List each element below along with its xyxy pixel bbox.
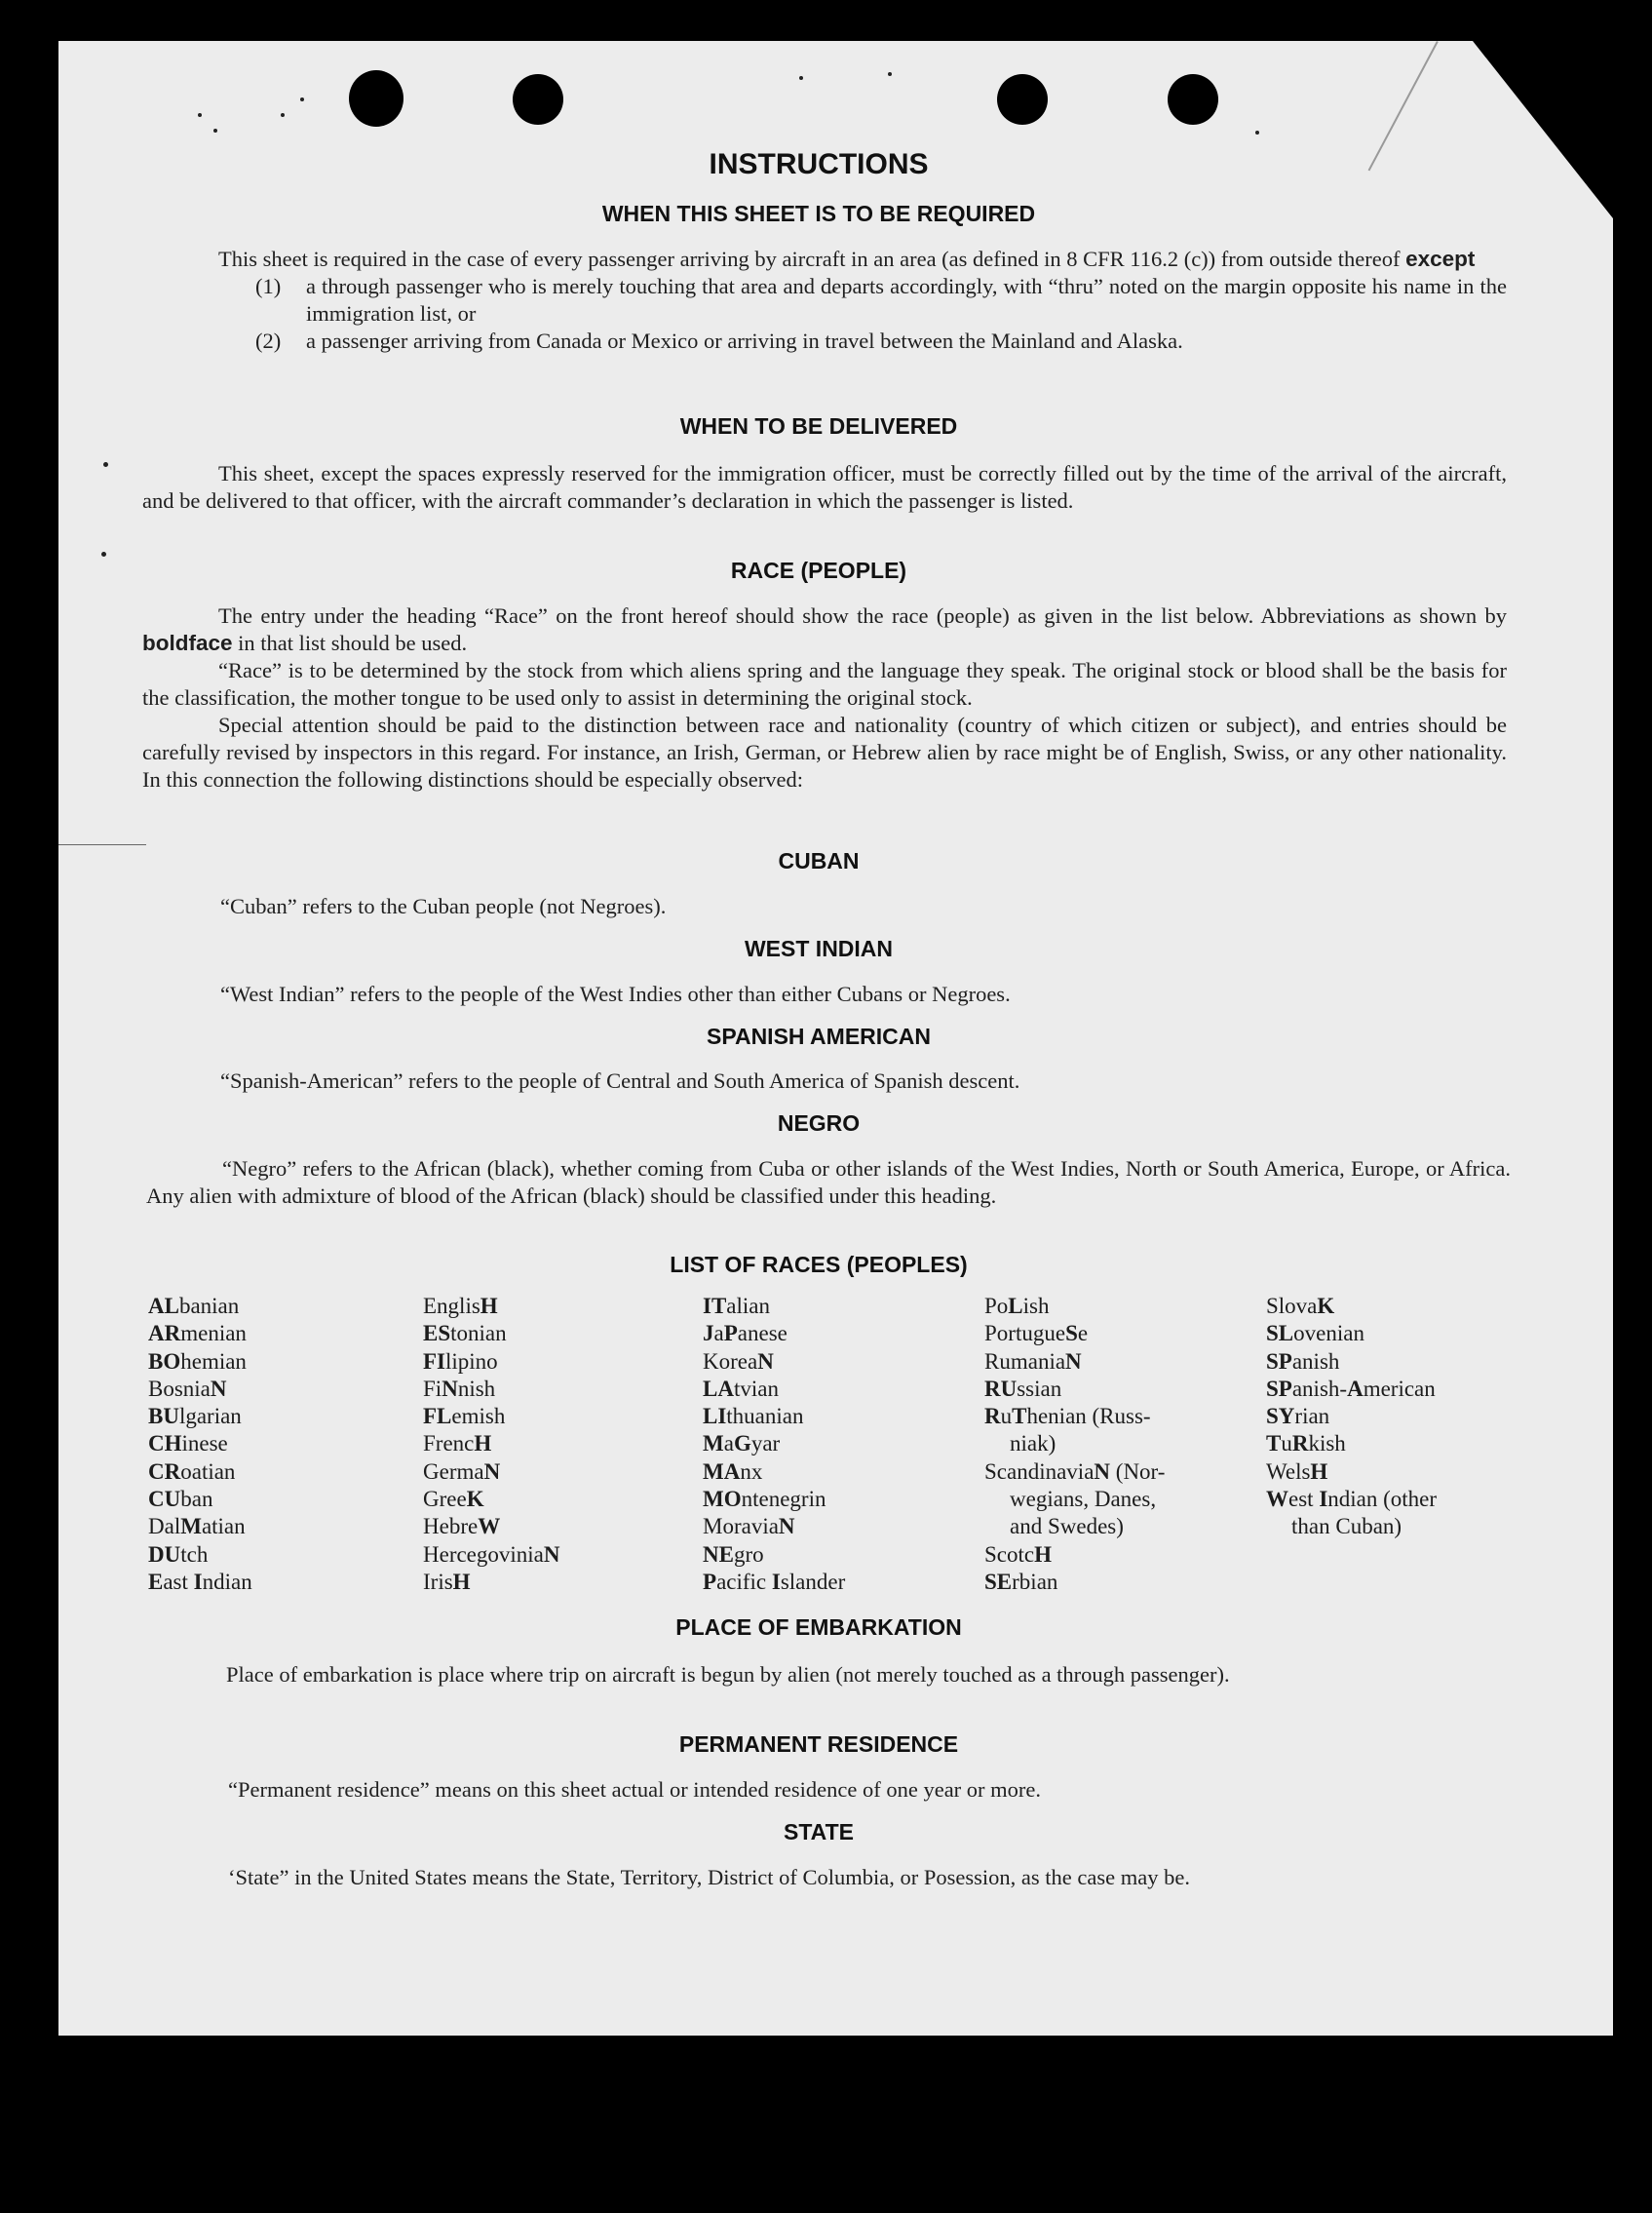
paragraph-race: The entry under the heading “Race” on the front hereof should show the race (people) as given in the list below. Abbreviations as shown by boldface in that list should be used. “Race” is to be determined by the stock from which aliens spring and the language they speak. The original stock or blood shall be the basis for the classification, the mother tongue to be used only to assist in determining the original stock. Special attention should be paid to the distinction between race and nationality (country of which citizen or subject), and entries should be carefully revised by inspectors in this regard. For instance, an Irish, German, or Hebrew alien by race might be of English, Swiss, or any other nationality. In this connection the following distinctions should be especially observed: (142, 603, 1507, 792)
heading-spanish-american: SPANISH AMERICAN (706, 1024, 931, 1049)
race-entry: CRoatian (148, 1458, 236, 1484)
paragraph-cuban: “Cuban” refers to the Cuban people (not Negroes). (220, 894, 667, 918)
race-entry: BosniaN (148, 1376, 227, 1401)
race-entry: niak) (1010, 1431, 1057, 1456)
paragraph-spanish-american: “Spanish-American” refers to the people of Central and South America of Spanish descent. (220, 1068, 1020, 1093)
race-entry: RumaniaN (984, 1348, 1082, 1374)
race-entry: FiNnish (423, 1376, 496, 1401)
race-entry: LIthuanian (703, 1404, 804, 1429)
heading-when-required: WHEN THIS SHEET IS TO BE REQUIRED (601, 201, 1036, 226)
race-entry: BOhemian (148, 1348, 247, 1374)
heading-embarkation: PLACE OF EMBARKATION (675, 1614, 962, 1640)
race-entry: RuThenian (Russ- (984, 1404, 1151, 1429)
race-entry: GermaN (423, 1458, 501, 1484)
race-entry: BUlgarian (148, 1404, 242, 1429)
race-entry: EnglisH (423, 1294, 498, 1318)
race-entry: TuRkish (1266, 1431, 1346, 1456)
punch-hole (513, 74, 563, 125)
heading-west-indian: WEST INDIAN (744, 936, 894, 961)
race-entry: ARmenian (148, 1321, 247, 1346)
race-entry: CHinese (148, 1431, 228, 1456)
race-entry: NEgro (703, 1541, 764, 1567)
race-entry: MOntenegrin (703, 1487, 826, 1512)
paragraph-west-indian: “West Indian” refers to the people of the West Indies other than either Cubans or Negroes. (220, 982, 1011, 1006)
race-entry: ITalian (703, 1294, 770, 1318)
race-entry: WelsH (1266, 1458, 1328, 1484)
race-entry: DalMatian (148, 1514, 246, 1539)
heading-permanent-residence: PERMANENT RESIDENCE (678, 1731, 959, 1757)
race-entry: SYrian (1266, 1404, 1330, 1429)
paragraph-embarkation: Place of embarkation is place where trip on aircraft is begun by alien (not merely touched as a through passenger). (226, 1662, 1230, 1687)
race-entry: MaGyar (703, 1431, 781, 1456)
race-entry: JaPanese (703, 1321, 788, 1346)
paragraph-when-required: This sheet is required in the case of every passenger arriving by aircraft in an area (as defined in 8 CFR 116.2 (c)) from outside thereof except (1) a through passenger who is merely touching that area and departs accordingly, with “thru” noted on the margin opposite his name in the immigration list, or (2) a passenger arriving from Canada or Mexico or arriving in travel between the Mainland and Alaska. (218, 247, 1507, 353)
race-column (148, 1293, 252, 1596)
punch-hole (997, 74, 1048, 125)
race-entry: DUtch (148, 1541, 209, 1567)
heading-list-of-races: LIST OF RACES (PEOPLES) (670, 1252, 968, 1277)
race-entry: SErbian (984, 1569, 1058, 1594)
race-column (984, 1293, 1165, 1596)
race-entry: ScotcH (984, 1541, 1052, 1567)
race-entry: IrisH (423, 1569, 471, 1594)
race-entry: HercegoviniaN (423, 1541, 560, 1567)
race-entry: PortugueSe (984, 1321, 1089, 1346)
race-entry: SPanish (1266, 1348, 1340, 1374)
race-entry: GreeK (423, 1487, 484, 1512)
race-entry: MoraviaN (703, 1514, 795, 1539)
race-column (1266, 1293, 1437, 1541)
race-entry: than Cuban) (1291, 1514, 1402, 1539)
paragraph-state: ‘State” in the United States means the State, Territory, District of Columbia, or Posession, as the case may be. (228, 1865, 1190, 1889)
page-title: INSTRUCTIONS (709, 148, 929, 180)
race-entry: SPanish-American (1266, 1376, 1436, 1401)
race-entry: and Swedes) (1010, 1514, 1124, 1539)
race-entry: ScandinaviaN (Nor- (984, 1458, 1166, 1484)
punch-hole (1168, 74, 1218, 125)
race-entry: ALbanian (148, 1294, 240, 1318)
heading-negro: NEGRO (777, 1110, 861, 1136)
race-entry: SlovaK (1266, 1294, 1335, 1318)
race-entry: East Indian (148, 1569, 252, 1594)
race-entry: EStonian (423, 1321, 507, 1346)
race-entry: FLemish (423, 1404, 506, 1429)
race-entry: wegians, Danes, (1010, 1487, 1157, 1512)
race-column (423, 1293, 560, 1596)
race-entry: LAtvian (703, 1376, 779, 1401)
list-item: (2) a passenger arriving from Canada or Mexico or arriving in travel between the Mainland and Alaska. (255, 329, 1183, 353)
race-entry: FrencH (423, 1431, 492, 1456)
race-entry: RUssian (984, 1376, 1062, 1401)
heading-when-delivered: WHEN TO BE DELIVERED (679, 413, 958, 439)
punch-hole (349, 70, 403, 127)
heading-state: STATE (784, 1819, 854, 1844)
race-entry: SLovenian (1266, 1321, 1364, 1346)
race-entry: MAnx (703, 1458, 763, 1484)
paragraph-when-delivered: This sheet, except the spaces expressly reserved for the immigration officer, must be correctly filled out by the time of the arrival of the aircraft, and be delivered to that officer, with the aircraft commander’s declaration in which the passenger is listed. (142, 461, 1507, 513)
margin-line (58, 844, 146, 845)
race-entry: PoLish (984, 1294, 1050, 1318)
heading-race: RACE (PEOPLE) (730, 558, 907, 583)
race-entry: FIlipino (423, 1348, 498, 1374)
paragraph-permanent-residence: “Permanent residence” means on this sheet actual or intended residence of one year or more. (228, 1777, 1042, 1802)
race-entry: HebreW (423, 1514, 501, 1539)
exception-list (255, 273, 1507, 355)
race-entry: Pacific Islander (703, 1569, 846, 1594)
list-item: (1) a through passenger who is merely touching that area and departs accordingly, with “thru” noted on the margin opposite his name in the immigration list, or (255, 274, 1507, 326)
race-entry: West Indian (other (1266, 1487, 1438, 1512)
heading-cuban: CUBAN (778, 848, 860, 874)
race-entry: CUban (148, 1487, 213, 1512)
race-column (703, 1293, 845, 1596)
race-entry: KoreaN (703, 1348, 774, 1374)
paragraph-negro: “Negro” refers to the African (black), whether coming from Cuba or other islands of the West Indies, North or South America, Europe, or Africa. Any alien with admixture of blood of the African (black) should be classified under this heading. (146, 1156, 1511, 1208)
